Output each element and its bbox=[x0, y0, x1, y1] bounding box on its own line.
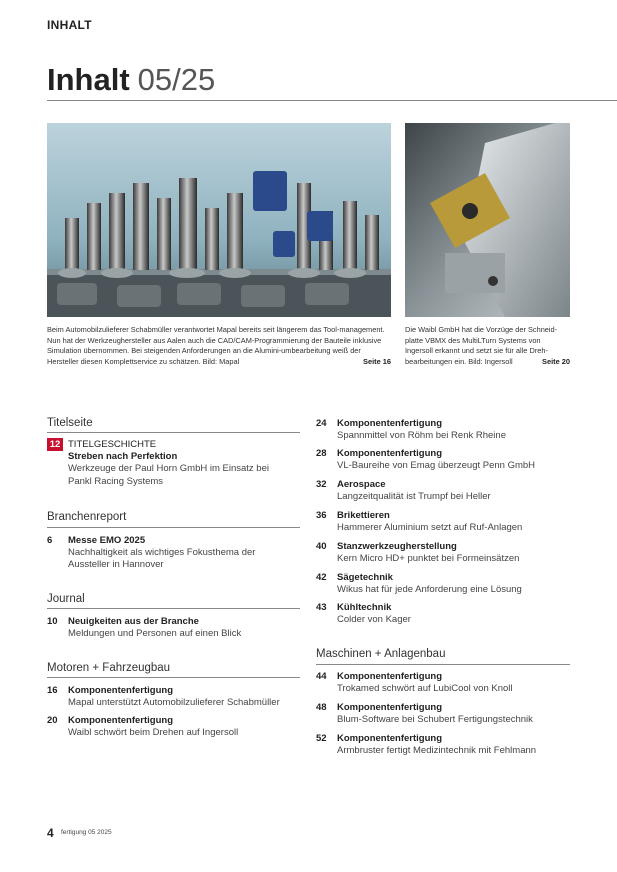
entry-headline[interactable]: Neuigkeiten aus der Branche bbox=[68, 616, 199, 627]
entry-headline[interactable]: Komponentenfertigung bbox=[337, 671, 443, 682]
entry-headline[interactable]: Komponentenfertigung bbox=[68, 715, 174, 726]
entry-subline: VL-Baureihe von Emag überzeugt Penn GmbH bbox=[337, 460, 536, 471]
section-divider bbox=[316, 664, 570, 665]
entry-headline[interactable]: Brikettieren bbox=[337, 510, 390, 521]
entry-subline: Spannmittel von Röhm bei Renk Rheine bbox=[337, 430, 506, 441]
photo-cutting-insert bbox=[405, 123, 570, 317]
photo-caption-left bbox=[47, 325, 391, 367]
section-divider bbox=[47, 608, 300, 609]
entry-headline[interactable]: Komponentenfertigung bbox=[337, 448, 443, 459]
entry-page-number: 44 bbox=[316, 671, 327, 682]
entry-page-number: 16 bbox=[47, 685, 58, 696]
entry-headline[interactable]: Komponentenfertigung bbox=[337, 418, 443, 429]
entry-subline: Trokamed schwört auf LubiCool von Knoll bbox=[337, 683, 513, 694]
entry-headline[interactable]: Sägetechnik bbox=[337, 572, 393, 583]
section-label: INHALT bbox=[47, 18, 92, 32]
entry-page-number: 48 bbox=[316, 702, 327, 713]
footer-magazine: fertigung 05 2025 bbox=[61, 829, 112, 836]
section-title-journal: Journal bbox=[47, 593, 85, 605]
cover-story-badge: 12 bbox=[47, 438, 63, 451]
entry-headline[interactable]: Stanzwerkzeugherstellung bbox=[337, 541, 457, 552]
entry-subline: Kern Micro HD+ punktet bei Formeinsätzen bbox=[337, 553, 520, 564]
entry-headline[interactable]: Komponentenfertigung bbox=[337, 702, 443, 713]
page-reference[interactable]: Seite 16 bbox=[363, 356, 391, 366]
page-title-main: Inhalt bbox=[47, 62, 130, 97]
entry-headline[interactable]: Komponentenfertigung bbox=[68, 685, 174, 696]
page-title bbox=[47, 62, 215, 98]
entry-subline: Waibl schwört beim Drehen auf Ingersoll bbox=[68, 727, 239, 738]
cover-story-subline: Werkzeuge der Paul Horn GmbH im Einsatz bei bbox=[68, 463, 269, 474]
section-divider bbox=[47, 677, 300, 678]
entry-subline: Armbruster fertigt Medizintechnik mit Fehlmann bbox=[337, 745, 537, 756]
entry-headline[interactable]: Messe EMO 2025 bbox=[68, 535, 146, 546]
entry-page-number: 40 bbox=[316, 541, 327, 552]
section-title-branchenreport: Branchenreport bbox=[47, 511, 127, 523]
entry-subline: Blum-Software bei Schubert Fertigungstechnik bbox=[337, 714, 533, 725]
section-title-motoren: Motoren + Fahrzeugbau bbox=[47, 662, 171, 674]
entry-subline: Langzeitqualität ist Trumpf bei Heller bbox=[337, 491, 491, 502]
caption-text: Die Waibl GmbH hat die Vorzüge der Schneid-platte VBMX des MultiLTurn Systems von Ingersoll erkannt und setzt sie für alle Dreh-bearbeitungen ein. Bild: Ingersoll bbox=[405, 325, 558, 366]
entry-page-number: 52 bbox=[316, 733, 327, 744]
entry-page-number: 36 bbox=[316, 510, 327, 521]
entry-subline: Wikus hat für jede Anforderung eine Lösung bbox=[337, 584, 522, 595]
entry-page-number: 24 bbox=[316, 418, 327, 429]
footer-page-number: 4 bbox=[47, 826, 54, 840]
entry-headline[interactable]: Komponentenfertigung bbox=[337, 733, 443, 744]
page-reference[interactable]: Seite 20 bbox=[542, 356, 570, 366]
entry-page-number: 43 bbox=[316, 602, 327, 613]
cover-story-kicker: TITELGESCHICHTE bbox=[68, 439, 157, 450]
entry-page-number: 42 bbox=[316, 572, 327, 583]
title-divider bbox=[47, 100, 617, 101]
entry-subline: Hammerer Aluminium setzt auf Ruf-Anlagen bbox=[337, 522, 523, 533]
entry-page-number: 20 bbox=[47, 715, 58, 726]
entry-page-number: 28 bbox=[316, 448, 327, 459]
entry-subline: Aussteller in Hannover bbox=[68, 559, 164, 570]
entry-subline: Colder von Kager bbox=[337, 614, 411, 625]
photo-tool-holders bbox=[47, 123, 391, 317]
entry-subline: Mapal unterstützt Automobilzulieferer Schabmüller bbox=[68, 697, 280, 708]
section-title-maschinen: Maschinen + Anlagenbau bbox=[316, 648, 446, 660]
section-divider bbox=[47, 527, 300, 528]
issue-number: 05/25 bbox=[137, 62, 216, 97]
cover-story-headline[interactable]: Streben nach Perfektion bbox=[68, 451, 178, 462]
entry-headline[interactable]: Aerospace bbox=[337, 479, 386, 490]
entry-page-number: 32 bbox=[316, 479, 327, 490]
caption-text: Beim Automobilzulieferer Schabmüller verantwortet Mapal bereits seit längerem das Tool-management. Nun hat der Werkzeughersteller aus Aalen auch die CAD/CAM-Programmierung der Bauteile inklusive Simulation übernommen. Bei steigenden Anforderungen an die Alumini-umbearbeitung weiß der Hersteller diesen Komplettservice zu schätzen. Bild: Mapal bbox=[47, 325, 385, 366]
entry-headline[interactable]: Kühltechnik bbox=[337, 602, 392, 613]
entry-page-number: 10 bbox=[47, 616, 58, 627]
entry-subline: Meldungen und Personen auf einen Blick bbox=[68, 628, 242, 639]
entry-page-number: 6 bbox=[47, 535, 53, 546]
entry-subline: Nachhaltigkeit als wichtiges Fokusthema der bbox=[68, 547, 256, 558]
section-title-titelseite: Titelseite bbox=[47, 417, 93, 429]
section-divider bbox=[47, 432, 300, 433]
cover-story-subline: Pankl Racing Systems bbox=[68, 476, 164, 487]
photo-caption-right bbox=[405, 325, 570, 367]
